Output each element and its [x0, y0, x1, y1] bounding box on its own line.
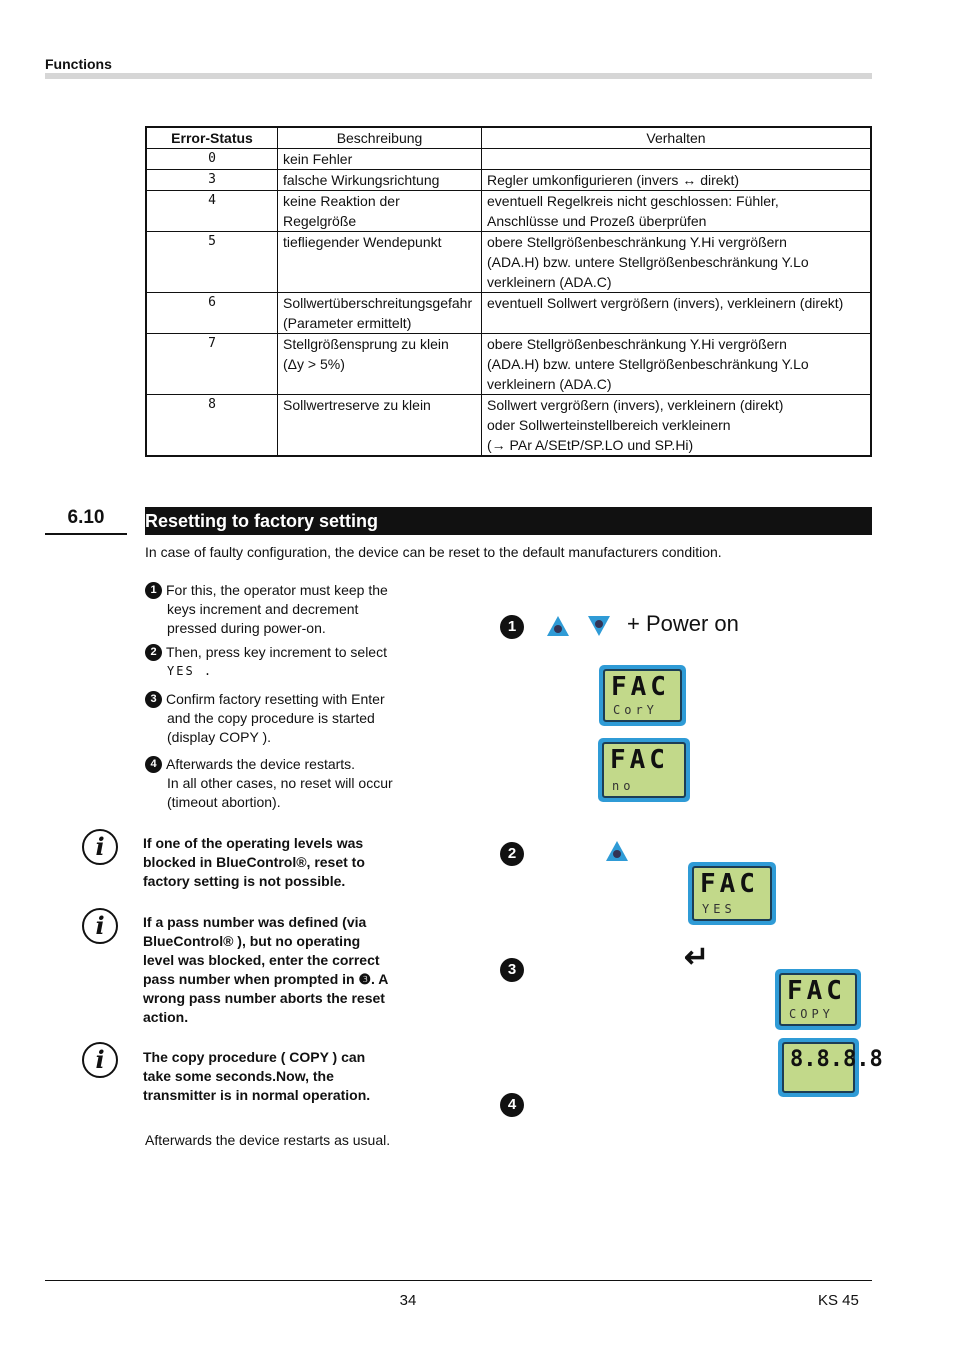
- step-1-line: keys increment and decrement: [167, 601, 359, 617]
- behavior-line: verkleinern (ADA.C): [487, 274, 612, 290]
- note-line: BlueControl® ), but no operating: [143, 933, 361, 949]
- note-line: transmitter is in normal operation.: [143, 1087, 371, 1103]
- display-sub-text: CorY: [613, 703, 658, 717]
- diagram-step-1: 1: [500, 615, 524, 639]
- note-line: level was blocked, enter the correct: [143, 952, 380, 968]
- increment-key-icon: [605, 839, 629, 863]
- step-number-1: 1: [145, 582, 162, 599]
- description-line: falsche Wirkungsrichtung: [283, 172, 440, 188]
- behavior-line: oder Sollwerteinstellbereich verkleinern: [487, 417, 731, 433]
- behavior-line: verkleinern (ADA.C): [487, 376, 612, 392]
- description-cell: [278, 149, 482, 170]
- behavior-line: Anschlüsse und Prozeß überprüfen: [487, 213, 707, 229]
- table-header-row: [146, 127, 871, 149]
- error-code-cell: 7: [146, 334, 278, 395]
- description-line: (Δy > 5%): [283, 356, 345, 372]
- section-title: Resetting to factory setting: [145, 511, 379, 531]
- behavior-line: (ADA.H) bzw. untere Stellgrößenbeschränkung Y.Lo: [487, 356, 809, 372]
- note-3: [143, 1048, 403, 1105]
- display-main-text: FAC: [611, 672, 670, 702]
- step-4-line: In all other cases, no reset will occur: [167, 775, 393, 791]
- step-4-line: Afterwards the device restarts.: [166, 756, 356, 772]
- enter-key-icon: ↵: [684, 941, 710, 974]
- behavior-cell: [482, 334, 872, 395]
- step-2: [145, 643, 395, 681]
- display-fac-cory: [599, 665, 686, 726]
- note-line: pass number when prompted in ❸. A: [143, 971, 389, 987]
- decrement-key-icon: [587, 614, 611, 638]
- diagram-step-4: 4: [500, 1093, 524, 1117]
- display-main-text: 8.8.8.8: [790, 1047, 883, 1072]
- step-number-2: 2: [145, 644, 162, 661]
- step-1: [145, 581, 395, 638]
- increment-key-icon: [546, 614, 570, 638]
- table-row: [146, 170, 871, 191]
- col-header-error-status: Error-Status: [146, 127, 278, 149]
- table-row: [146, 191, 871, 232]
- step-number-4: 4: [145, 756, 162, 773]
- table-row: [146, 395, 871, 457]
- display-fac-copy: [775, 969, 861, 1030]
- page-number: 34: [399, 1292, 417, 1309]
- header-title: Functions: [45, 56, 112, 72]
- header-rule: [45, 73, 872, 79]
- description-line: Sollwertreserve zu klein: [283, 397, 431, 413]
- step-1-line: pressed during power-on.: [167, 620, 326, 636]
- step-3-line: (display COPY ).: [167, 729, 271, 745]
- table-row: [146, 149, 871, 170]
- description-cell: [278, 395, 482, 457]
- display-all-segments: [778, 1038, 883, 1097]
- behavior-line: eventuell Sollwert vergrößern (invers), verkleinern (direkt): [487, 295, 844, 311]
- step-4-line: (timeout abortion).: [167, 794, 281, 810]
- description-cell: [278, 232, 482, 293]
- note-1: [143, 834, 403, 891]
- table-row: [146, 232, 871, 293]
- note-2: [143, 913, 403, 1027]
- step-3-line: Confirm factory resetting with Enter: [166, 691, 385, 707]
- description-line: tiefliegender Wendepunkt: [283, 234, 442, 250]
- description-cell: [278, 293, 482, 334]
- info-icon: i: [82, 829, 118, 865]
- display-sub-text: COPY: [789, 1007, 834, 1021]
- info-icon: i: [82, 1042, 118, 1078]
- behavior-cell: [482, 395, 872, 457]
- step-2-line: YES .: [167, 664, 214, 678]
- step-number-3: 3: [145, 691, 162, 708]
- note-line: If a pass number was defined (via: [143, 914, 367, 930]
- behavior-cell: [482, 191, 872, 232]
- behavior-line: Regler umkonfigurieren (invers ↔ direkt): [487, 172, 740, 188]
- behavior-cell: [482, 149, 872, 170]
- power-on-label: + Power on: [627, 611, 739, 636]
- error-code-cell: 3: [146, 170, 278, 191]
- description-cell: [278, 191, 482, 232]
- display-fac-yes: [688, 862, 776, 925]
- outro-text: Afterwards the device restarts as usual.: [145, 1132, 391, 1148]
- col-header-verhalten: Verhalten: [482, 127, 872, 149]
- description-line: Sollwertüberschreitungsgefahr: [283, 295, 473, 311]
- behavior-cell: [482, 170, 872, 191]
- note-line: factory setting is not possible.: [143, 873, 346, 889]
- display-main-text: FAC: [787, 976, 846, 1006]
- display-fac-no: [598, 738, 690, 802]
- section-title-bar: [145, 507, 872, 535]
- display-sub-text: YES: [702, 902, 736, 916]
- section-intro: In case of faulty configuration, the device can be reset to the default manufacturers condition.: [145, 544, 722, 560]
- table-row: [146, 293, 871, 334]
- description-cell: [278, 334, 482, 395]
- step-3: [145, 690, 395, 747]
- table-row: [146, 334, 871, 395]
- error-status-table: [145, 126, 872, 457]
- display-main-text: FAC: [700, 869, 759, 899]
- display-sub-text: no: [612, 779, 635, 793]
- behavior-line: obere Stellgrößenbeschränkung Y.Hi vergrößern: [487, 336, 787, 352]
- description-line: kein Fehler: [283, 151, 353, 167]
- step-1-line: For this, the operator must keep the: [166, 582, 388, 598]
- error-code-cell: 5: [146, 232, 278, 293]
- section-number: 6.10: [45, 507, 127, 535]
- model-label: KS 45: [818, 1292, 859, 1309]
- description-line: keine Reaktion der Regelgröße: [283, 193, 400, 229]
- error-code-cell: 8: [146, 395, 278, 457]
- diagram-step-2: 2: [500, 842, 524, 866]
- note-line: If one of the operating levels was: [143, 835, 364, 851]
- info-icon: i: [82, 908, 118, 944]
- diagram-step-3: 3: [500, 958, 524, 982]
- description-cell: [278, 170, 482, 191]
- description-line: (Parameter ermittelt): [283, 315, 412, 331]
- step-3-line: and the copy procedure is started: [167, 710, 375, 726]
- footer-rule: [45, 1280, 872, 1281]
- behavior-line: (→ PAr A/SEtP/SP.LO und SP.Hi): [487, 437, 694, 453]
- note-line: The copy procedure ( COPY ) can: [143, 1049, 366, 1065]
- behavior-cell: [482, 232, 872, 293]
- description-line: Stellgrößensprung zu klein: [283, 336, 449, 352]
- note-line: action.: [143, 1009, 189, 1025]
- error-code-cell: 4: [146, 191, 278, 232]
- error-code-cell: 0: [146, 149, 278, 170]
- note-line: blocked in BlueControl®, reset to: [143, 854, 365, 870]
- note-line: take some seconds.Now, the: [143, 1068, 334, 1084]
- behavior-line: Sollwert vergrößern (invers), verkleinern (direkt): [487, 397, 784, 413]
- display-main-text: FAC: [610, 745, 669, 775]
- step-2-line: Then, press key increment to select: [166, 644, 387, 660]
- note-line: wrong pass number aborts the reset: [143, 990, 385, 1006]
- error-code-cell: 6: [146, 293, 278, 334]
- behavior-line: (ADA.H) bzw. untere Stellgrößenbeschränkung Y.Lo: [487, 254, 809, 270]
- col-header-beschreibung: Beschreibung: [278, 127, 482, 149]
- step-4: [145, 755, 395, 812]
- behavior-line: obere Stellgrößenbeschränkung Y.Hi vergrößern: [487, 234, 787, 250]
- behavior-line: eventuell Regelkreis nicht geschlossen: Fühler,: [487, 193, 779, 209]
- behavior-cell: [482, 293, 872, 334]
